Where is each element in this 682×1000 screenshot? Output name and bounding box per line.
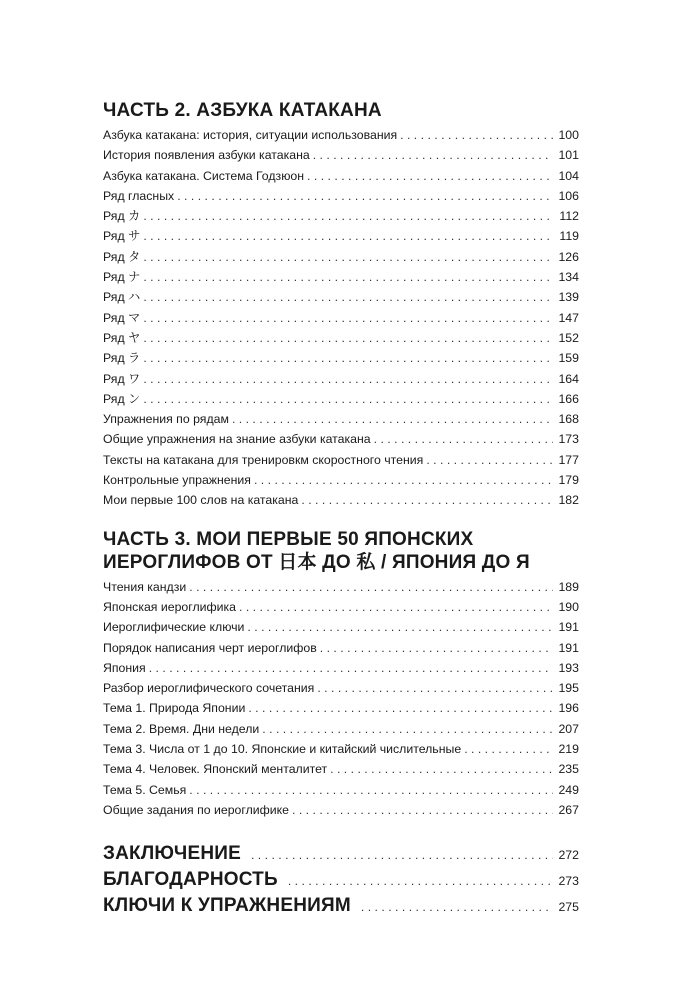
toc-entry-label: История появления азбуки катакана xyxy=(103,148,310,163)
final-entry-answer-keys xyxy=(103,893,579,919)
toc-entry xyxy=(103,739,579,759)
toc-entry-page: 189 xyxy=(558,579,579,594)
leader-dots xyxy=(189,577,553,597)
leader-dots xyxy=(189,780,553,800)
leader-dots xyxy=(143,369,553,389)
toc-entry-page: 219 xyxy=(558,742,579,757)
toc-entry-page: 100 xyxy=(558,128,579,142)
leader-dots xyxy=(400,125,553,145)
toc-entry-label: Ряд タ xyxy=(103,249,141,264)
toc-entry-label: Тема 4. Человек. Японский менталитет xyxy=(103,762,328,777)
toc-entry xyxy=(103,125,579,145)
toc-entry-label: Тема 3. Числа от 1 до 10. Японские и китайский числительные xyxy=(103,742,462,757)
toc-entry-page: 139 xyxy=(558,290,579,305)
toc-entry-page: 182 xyxy=(558,493,579,508)
toc-entry xyxy=(103,287,579,307)
toc-entry-label: Ряд カ xyxy=(103,209,141,224)
leader-dots xyxy=(426,450,553,470)
toc-entry-page: 159 xyxy=(558,351,579,366)
toc-entry xyxy=(103,658,579,678)
toc-entry xyxy=(103,638,579,658)
leader-dots xyxy=(177,186,553,206)
leader-dots xyxy=(374,429,553,449)
toc-entry-label: Ряд ワ xyxy=(103,371,141,386)
leader-dots xyxy=(143,206,553,226)
toc-entry-page: 166 xyxy=(558,391,579,406)
leader-dots xyxy=(262,719,553,739)
leader-dots xyxy=(288,868,553,894)
final-entry-page: 275 xyxy=(558,900,579,915)
toc-entry-page: 112 xyxy=(559,209,579,224)
toc-entry-page: 267 xyxy=(558,802,579,817)
toc-entry-page: 173 xyxy=(558,432,579,447)
toc-entry-label: Чтения кандзи xyxy=(103,579,187,594)
leader-dots xyxy=(307,166,553,186)
toc-entry-label: Азбука катакана: история, ситуации использования xyxy=(103,128,398,142)
toc-entry-label: Ряд ン xyxy=(103,391,141,406)
toc-entry-page: 235 xyxy=(558,762,579,777)
toc-entry xyxy=(103,145,579,165)
leader-dots xyxy=(248,698,553,718)
toc-entry-page: 177 xyxy=(558,452,579,467)
toc-entry-page: 134 xyxy=(558,270,579,285)
table-of-contents xyxy=(103,99,579,919)
leader-dots xyxy=(313,145,553,165)
leader-dots xyxy=(361,894,553,920)
final-entry-label: КЛЮЧИ К УПРАЖНЕНИЯМ xyxy=(103,895,351,917)
toc-entry-page: 193 xyxy=(558,660,579,675)
toc-entry xyxy=(103,780,579,800)
toc-entry-label: Ряд ハ xyxy=(103,290,141,305)
toc-entry xyxy=(103,328,579,348)
toc-entry-label: Тема 1. Природа Японии xyxy=(103,701,246,716)
toc-entry-label: Ряд гласных xyxy=(103,188,175,203)
leader-dots xyxy=(232,409,553,429)
final-entry-label: ЗАКЛЮЧЕНИЕ xyxy=(103,843,241,865)
part-2-title xyxy=(103,99,579,122)
section-spacer xyxy=(103,820,579,841)
leader-dots xyxy=(143,267,553,287)
toc-entry-page: 164 xyxy=(558,371,579,386)
toc-entry-label: Ряд サ xyxy=(103,229,141,244)
toc-entry-label: Упражнения по рядам xyxy=(103,412,229,427)
toc-entry xyxy=(103,267,579,287)
toc-entry-page: 196 xyxy=(558,701,579,716)
toc-entry-page: 119 xyxy=(559,229,579,244)
toc-entry xyxy=(103,490,579,510)
leader-dots xyxy=(143,247,553,267)
final-entry-acknowledgements xyxy=(103,867,579,893)
toc-entry-page: 191 xyxy=(558,640,579,655)
leader-dots xyxy=(143,308,553,328)
toc-entry xyxy=(103,247,579,267)
toc-entry xyxy=(103,166,579,186)
leader-dots xyxy=(251,842,553,868)
part-2-title-text: ЧАСТЬ 2. АЗБУКА КАТАКАНА xyxy=(103,100,382,121)
toc-entry-page: 152 xyxy=(558,330,579,345)
toc-entry xyxy=(103,597,579,617)
leader-dots xyxy=(292,800,553,820)
toc-entry-page: 126 xyxy=(558,249,579,264)
toc-entry xyxy=(103,450,579,470)
leader-dots xyxy=(239,597,553,617)
part-3-entries xyxy=(103,577,579,821)
toc-entry-label: Тема 5. Семья xyxy=(103,782,187,797)
toc-entry-label: Тема 2. Время. Дни недели xyxy=(103,721,260,736)
toc-entry xyxy=(103,759,579,779)
leader-dots xyxy=(143,328,553,348)
toc-entry-page: 190 xyxy=(558,599,579,614)
final-entry-page: 272 xyxy=(558,848,579,863)
leader-dots xyxy=(317,678,553,698)
section-spacer xyxy=(103,511,579,528)
leader-dots xyxy=(330,759,553,779)
toc-entry xyxy=(103,348,579,368)
toc-entry xyxy=(103,577,579,597)
toc-entry-label: Япония xyxy=(103,660,146,675)
leader-dots xyxy=(143,287,553,307)
toc-entry xyxy=(103,206,579,226)
toc-entry-label: Ряд ヤ xyxy=(103,330,141,345)
toc-entry-label: Азбука катакана. Система Годзюон xyxy=(103,168,305,183)
toc-entry xyxy=(103,698,579,718)
toc-entry xyxy=(103,389,579,409)
toc-entry-page: 104 xyxy=(558,168,579,183)
toc-entry-label: Мои первые 100 слов на катакана xyxy=(103,493,299,508)
toc-entry-page: 191 xyxy=(558,620,579,635)
toc-entry xyxy=(103,429,579,449)
part-3-title xyxy=(103,528,579,574)
toc-entry-label: Японская иероглифика xyxy=(103,599,237,614)
leader-dots xyxy=(143,348,553,368)
toc-entry-label: Ряд マ xyxy=(103,310,141,325)
final-entry-label: БЛАГОДАРНОСТЬ xyxy=(103,869,278,891)
toc-entry xyxy=(103,719,579,739)
toc-entry-page: 249 xyxy=(558,782,579,797)
toc-entry xyxy=(103,617,579,637)
toc-entry-page: 195 xyxy=(558,681,579,696)
toc-entry xyxy=(103,678,579,698)
leader-dots xyxy=(301,490,553,510)
toc-entry-label: Общие задания по иероглифике xyxy=(103,802,289,817)
leader-dots xyxy=(254,470,553,490)
leader-dots xyxy=(320,638,553,658)
final-entry-conclusion xyxy=(103,841,579,867)
toc-entry xyxy=(103,470,579,490)
toc-entry-page: 147 xyxy=(558,310,579,325)
toc-entry-label: Контрольные упражнения xyxy=(103,473,251,488)
toc-entry-label: Общие упражнения на знание азбуки катакана xyxy=(103,432,371,447)
toc-entry-page: 207 xyxy=(558,721,579,736)
part-3-title-line-1: ЧАСТЬ 3. МОИ ПЕРВЫЕ 50 ЯПОНСКИХ xyxy=(103,528,474,550)
leader-dots xyxy=(464,739,553,759)
toc-entry-label: Тексты на катакана для тренировкм скоростного чтения xyxy=(103,452,424,467)
toc-entry xyxy=(103,226,579,246)
toc-entry xyxy=(103,800,579,820)
final-sections xyxy=(103,841,579,919)
toc-entry xyxy=(103,409,579,429)
toc-entry-page: 168 xyxy=(558,412,579,427)
toc-entry-label: Разбор иероглифического сочетания xyxy=(103,681,315,696)
leader-dots xyxy=(247,617,553,637)
toc-entry-label: Ряд ナ xyxy=(103,270,141,285)
final-entry-page: 273 xyxy=(558,874,579,889)
toc-entry-page: 179 xyxy=(558,473,579,488)
leader-dots xyxy=(149,658,553,678)
toc-entry-page: 106 xyxy=(558,188,579,203)
toc-entry-label: Ряд ラ xyxy=(103,351,141,366)
part-2-entries xyxy=(103,125,579,511)
leader-dots xyxy=(143,389,553,409)
toc-entry-label: Иероглифические ключи xyxy=(103,620,245,635)
leader-dots xyxy=(143,226,553,246)
toc-entry xyxy=(103,369,579,389)
part-3-title-line-2: ИЕРОГЛИФОВ ОТ 日本 ДО 私 / ЯПОНИЯ ДО Я xyxy=(103,551,530,573)
toc-entry xyxy=(103,186,579,206)
toc-entry-label: Порядок написания черт иероглифов xyxy=(103,640,317,655)
toc-entry xyxy=(103,308,579,328)
toc-entry-page: 101 xyxy=(558,148,579,163)
